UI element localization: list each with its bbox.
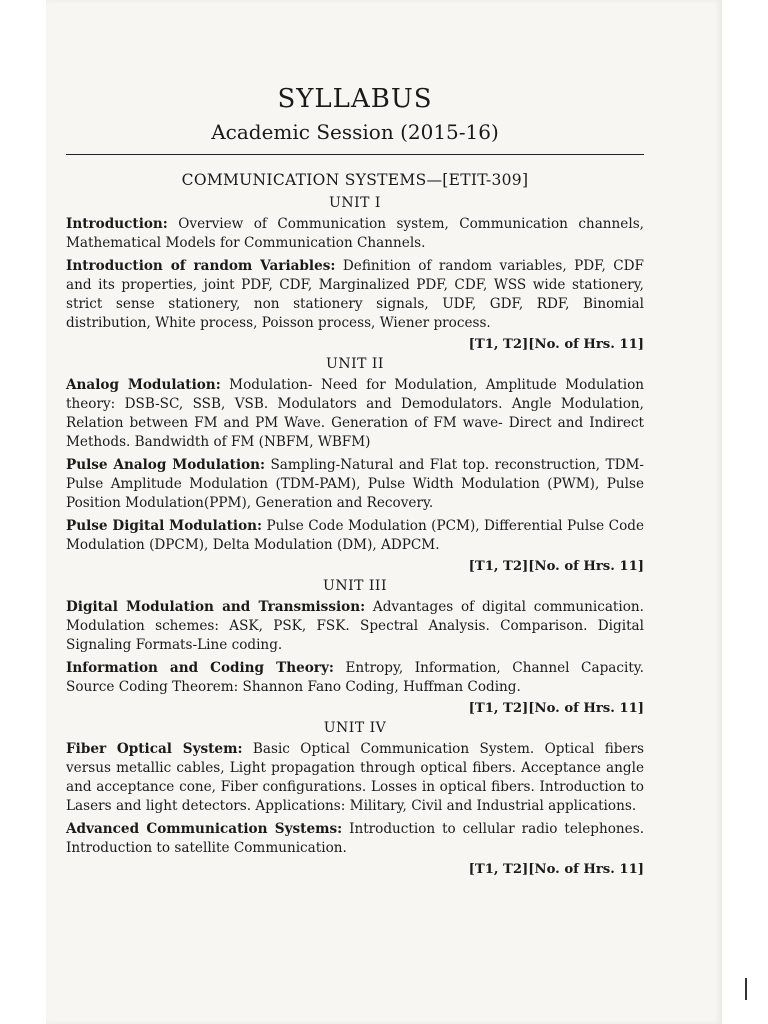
topic-heading: Digital Modulation and Transmission: <box>66 599 366 615</box>
topic-text: Pulse Code Modulation (PCM), Differential Pulse Code Modulation (DPCM), Delta Modulation (DM), ADPCM. <box>66 518 645 553</box>
topic-text: Modulation- Need for Modulation, Amplitude Modulation theory: DSB-SC, SSB, VSB. Modulators and Demodulators. Angle Modulation, Relation between FM and PM Wave. Generation of FM wave- Direct and Indirect Methods. Bandwidth of FM (NBFM, WBFM) <box>66 377 645 450</box>
topic-text: Introduction to cellular radio telephones. Introduction to satellite Communication. <box>66 821 645 856</box>
unit-heading: UNIT III <box>323 578 387 594</box>
unit-reference: [T1, T2][No. of Hrs. 11] <box>468 559 644 574</box>
topic-paragraph <box>66 820 644 858</box>
page-title: SYLLABUS <box>277 84 433 114</box>
topic-paragraph <box>66 659 644 697</box>
topic-text: Basic Optical Communication System. Optical fibers versus metallic cables, Light propagation through optical fibers. Acceptance angle and acceptance cone, Fiber configurations. Losses in optical fibers. Introduction to Lasers and light detectors. Applications: Military, Civil and Industrial applications. <box>66 741 644 814</box>
page-edge-mark <box>745 978 747 1000</box>
topic-paragraph <box>66 456 644 513</box>
unit-heading: UNIT IV <box>323 720 387 736</box>
topic-heading: Introduction of random Variables: <box>66 258 336 274</box>
topic-heading: Introduction: <box>66 216 168 232</box>
unit-heading: UNIT I <box>329 195 381 211</box>
topic-heading: Pulse Analog Modulation: <box>66 457 266 473</box>
topic-text: Definition of random variables, PDF, CDF and its properties, joint PDF, CDF, Marginalized PDF, CDF, WSS wide stationery, strict sense stationery, non stationery signals, UDF, GDF, RDF, Binomial distribution, White process, Poisson process, Wiener process. <box>66 258 644 331</box>
topic-paragraph <box>66 517 644 555</box>
unit-reference: [T1, T2][No. of Hrs. 11] <box>468 701 644 716</box>
topic-heading: Information and Coding Theory: <box>66 660 334 676</box>
topic-paragraph <box>66 257 644 333</box>
topic-heading: Advanced Communication Systems: <box>66 821 343 837</box>
page-content <box>66 76 644 881</box>
course-title: COMMUNICATION SYSTEMS—[ETIT-309] <box>181 171 529 189</box>
syllabus-page <box>46 0 722 1024</box>
topic-paragraph <box>66 215 644 253</box>
unit-reference: [T1, T2][No. of Hrs. 11] <box>468 337 644 352</box>
topic-text: Advantages of digital communication. Modulation schemes: ASK, PSK, FSK. Spectral Analysis. Comparison. Digital Signaling Formats-Line coding. <box>66 599 644 653</box>
academic-session: Academic Session (2015-16) <box>211 120 499 144</box>
unit-heading: UNIT II <box>326 356 384 372</box>
topic-text: Overview of Communication system, Communication channels, Mathematical Models for Communication Channels. <box>66 216 644 251</box>
unit-reference: [T1, T2][No. of Hrs. 11] <box>468 862 644 877</box>
topic-paragraph <box>66 598 644 655</box>
topic-heading: Pulse Digital Modulation: <box>66 518 263 534</box>
topic-text: Entropy, Information, Channel Capacity. Source Coding Theorem: Shannon Fano Coding, Huffman Coding. <box>66 660 644 695</box>
topic-paragraph <box>66 740 644 816</box>
topic-text: Sampling-Natural and Flat top. reconstruction, TDM-Pulse Amplitude Modulation (TDM-PAM), Pulse Width Modulation (PWM), Pulse Position Modulation(PPM), Generation and Recovery. <box>66 457 644 511</box>
topic-heading: Analog Modulation: <box>66 377 221 393</box>
topic-paragraph <box>66 376 644 452</box>
topic-heading: Fiber Optical System: <box>66 741 243 757</box>
header-divider <box>66 154 644 155</box>
